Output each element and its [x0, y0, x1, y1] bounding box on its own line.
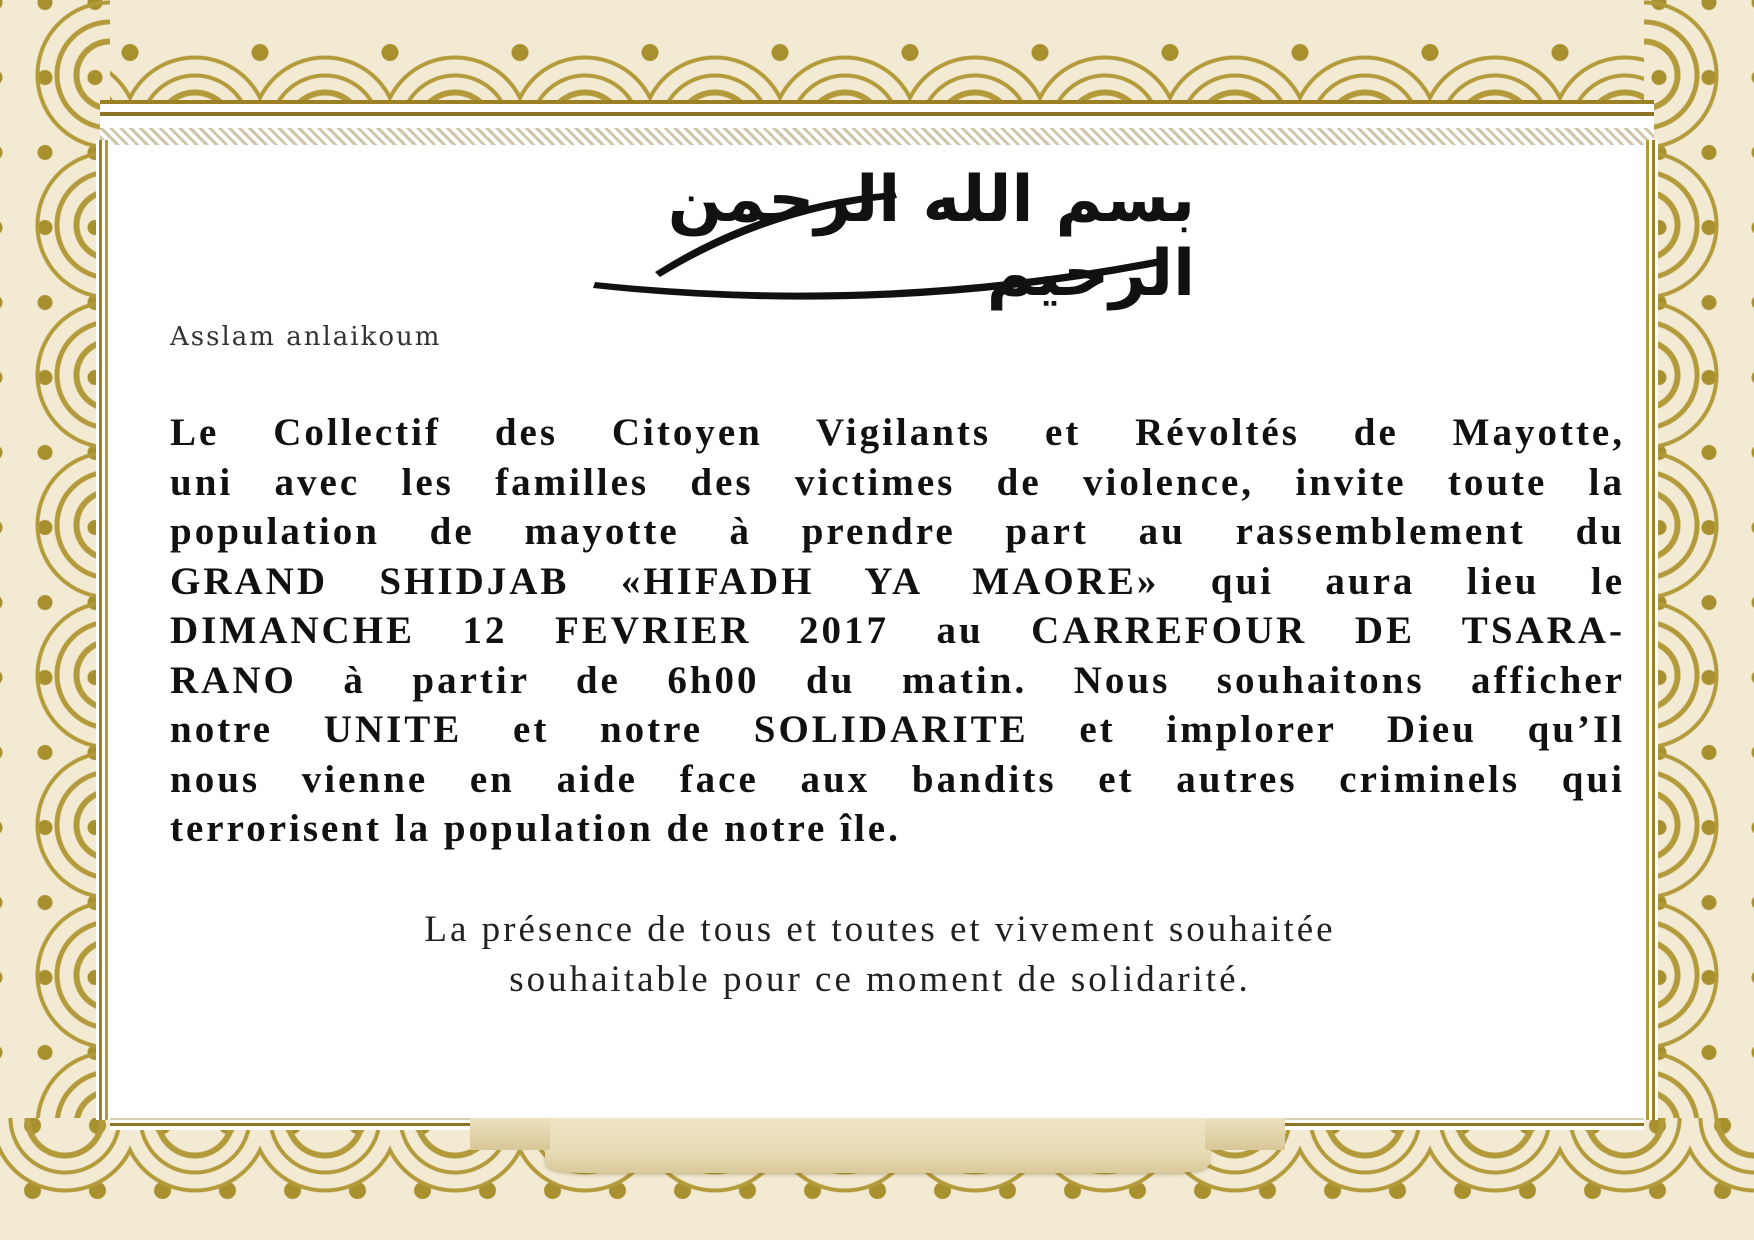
body-line: terrorisent la population de notre île. [170, 807, 901, 850]
closing-line: La présence de tous et toutes et vivement souhaitée [424, 909, 1336, 950]
closing-line: souhaitable pour ce moment de solidarité. [509, 959, 1251, 1000]
body-line: RANO à partir de 6h00 du matin. Nous souhaitons afficher [170, 658, 1625, 702]
border-rule-top [100, 100, 1654, 149]
border-rule-right [1644, 140, 1658, 1120]
bismillah-text: بسم الله الرحمن الرحيم [667, 163, 1195, 311]
ornamental-border-right [1644, 0, 1754, 1240]
invitation-body [170, 408, 1625, 854]
body-line: nous vienne en aide face aux bandits et autres criminels qui [170, 757, 1625, 801]
body-line: Le Collectif des Citoyen Vigilants et Révoltés de Mayotte, [170, 411, 1625, 454]
body-line: GRAND SHIDJAB «HIFADH YA MAORE» qui aura lieu le [170, 559, 1625, 603]
ornamental-border-left [0, 0, 110, 1240]
greeting: Asslam anlaikoum [170, 322, 442, 352]
body-line: uni avec les familles des victimes de violence, invite toute la [170, 460, 1625, 504]
border-rule-left [96, 140, 110, 1120]
body-line: population de mayotte à prendre part au rassemblement du [170, 510, 1625, 553]
bismillah-calligraphy-icon [565, 162, 1195, 312]
closing-message [170, 905, 1590, 1005]
body-line: DIMANCHE 12 FEVRIER 2017 au CARREFOUR DE TSARA- [170, 609, 1625, 652]
ribbon-banner [545, 1118, 1210, 1173]
body-line: notre UNITE et notre SOLIDARITE et implorer Dieu qu’Il [170, 708, 1625, 751]
